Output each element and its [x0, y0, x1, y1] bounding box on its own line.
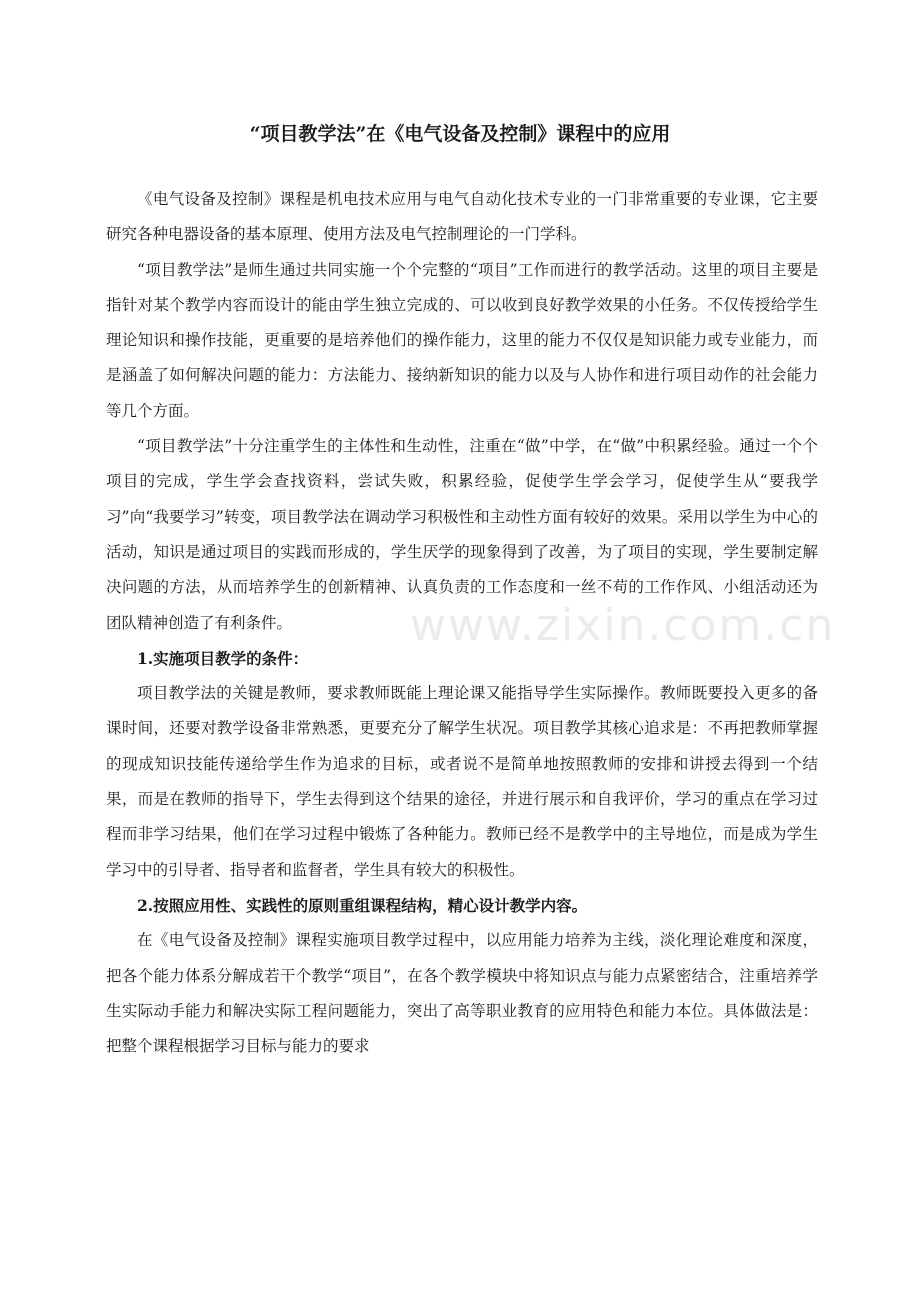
document-title: “项目教学法”在《电气设备及控制》课程中的应用 [249, 123, 671, 145]
paragraph-method-definition: “项目教学法”是师生通过共同实施一个个完整的“项目”工作而进行的教学活动。这里的项目主要是指针对某个教学内容而设计的能由学生独立完成的、可以收到良好教学效果的小任务。不仅传授给学生理论知识和操作技能，更重要的是培养他们的操作能力，这里的能力不仅仅是知识能力或专业能力，而是涵盖了如何解决问题的能力：方法能力、接纳新知识的能力以及与人协作和进行项目动作的社会能力等几个方面。 [106, 260, 818, 420]
watermark: www.zixin.com.cn [410, 600, 836, 651]
document-body [106, 182, 818, 1064]
paragraph-course-structure: 在《电气设备及控制》课程实施项目教学过程中，以应用能力培养为主线，淡化理论难度和深度，把各个能力体系分解成若干个教学“项目”，在各个教学模块中将知识点与能力点紧密结合，注重培养学生实际动手能力和解决实际工程问题能力，突出了高等职业教育的应用特色和能力本位。具体做法是：把整个课程根据学习目标与能力的要求 [106, 931, 818, 1056]
paragraph-course-intro: 《电气设备及控制》课程是机电技术应用与电气自动化技术专业的一门非常重要的专业课，它主要研究各种电器设备的基本原理、使用方法及电气控制理论的一门学科。 [106, 190, 818, 244]
paragraph-teacher-role: 项目教学法的关键是教师，要求教师既能上理论课又能指导学生实际操作。教师既要投入更多的备课时间，还要对教学设备非常熟悉，更要充分了解学生状况。项目教学其核心追求是：不再把教师掌握的现成知识技能传递给学生作为追求的目标，或者说不是简单地按照教师的安排和讲授去得到一个结果，而是在教师的指导下，学生去得到这个结果的途径，并进行展示和自我评价，学习的重点在学习过程而非学习结果，他们在学习过程中锻炼了各种能力。教师已经不是教学中的主导地位，而是成为学生学习中的引导者、指导者和监督者，学生具有较大的积极性。 [106, 684, 818, 879]
paragraph-method-benefits: “项目教学法”十分注重学生的主体性和生动性，注重在“做”中学，在“做”中积累经验。通过一个个项目的完成，学生学会查找资料，尝试失败，积累经验，促使学生学会学习，促使学生从“要我学习”向“我要学习”转变，项目教学法在调动学习积极性和主动性方面有较好的效果。采用以学生为中心的活动，知识是通过项目的实践而形成的，学生厌学的现象得到了改善，为了项目的实现，学生要制定解决问题的方法，从而培养学生的创新精神、认真负责的工作态度和一丝不苟的工作作风、小组活动还为团队精神创造了有利条件。 [106, 437, 818, 632]
section-heading-2: 2.按照应用性、实践性的原则重组课程结构，精心设计教学内容。 [137, 895, 588, 915]
section-heading-1: 1.实施项目教学的条件： [137, 648, 309, 668]
